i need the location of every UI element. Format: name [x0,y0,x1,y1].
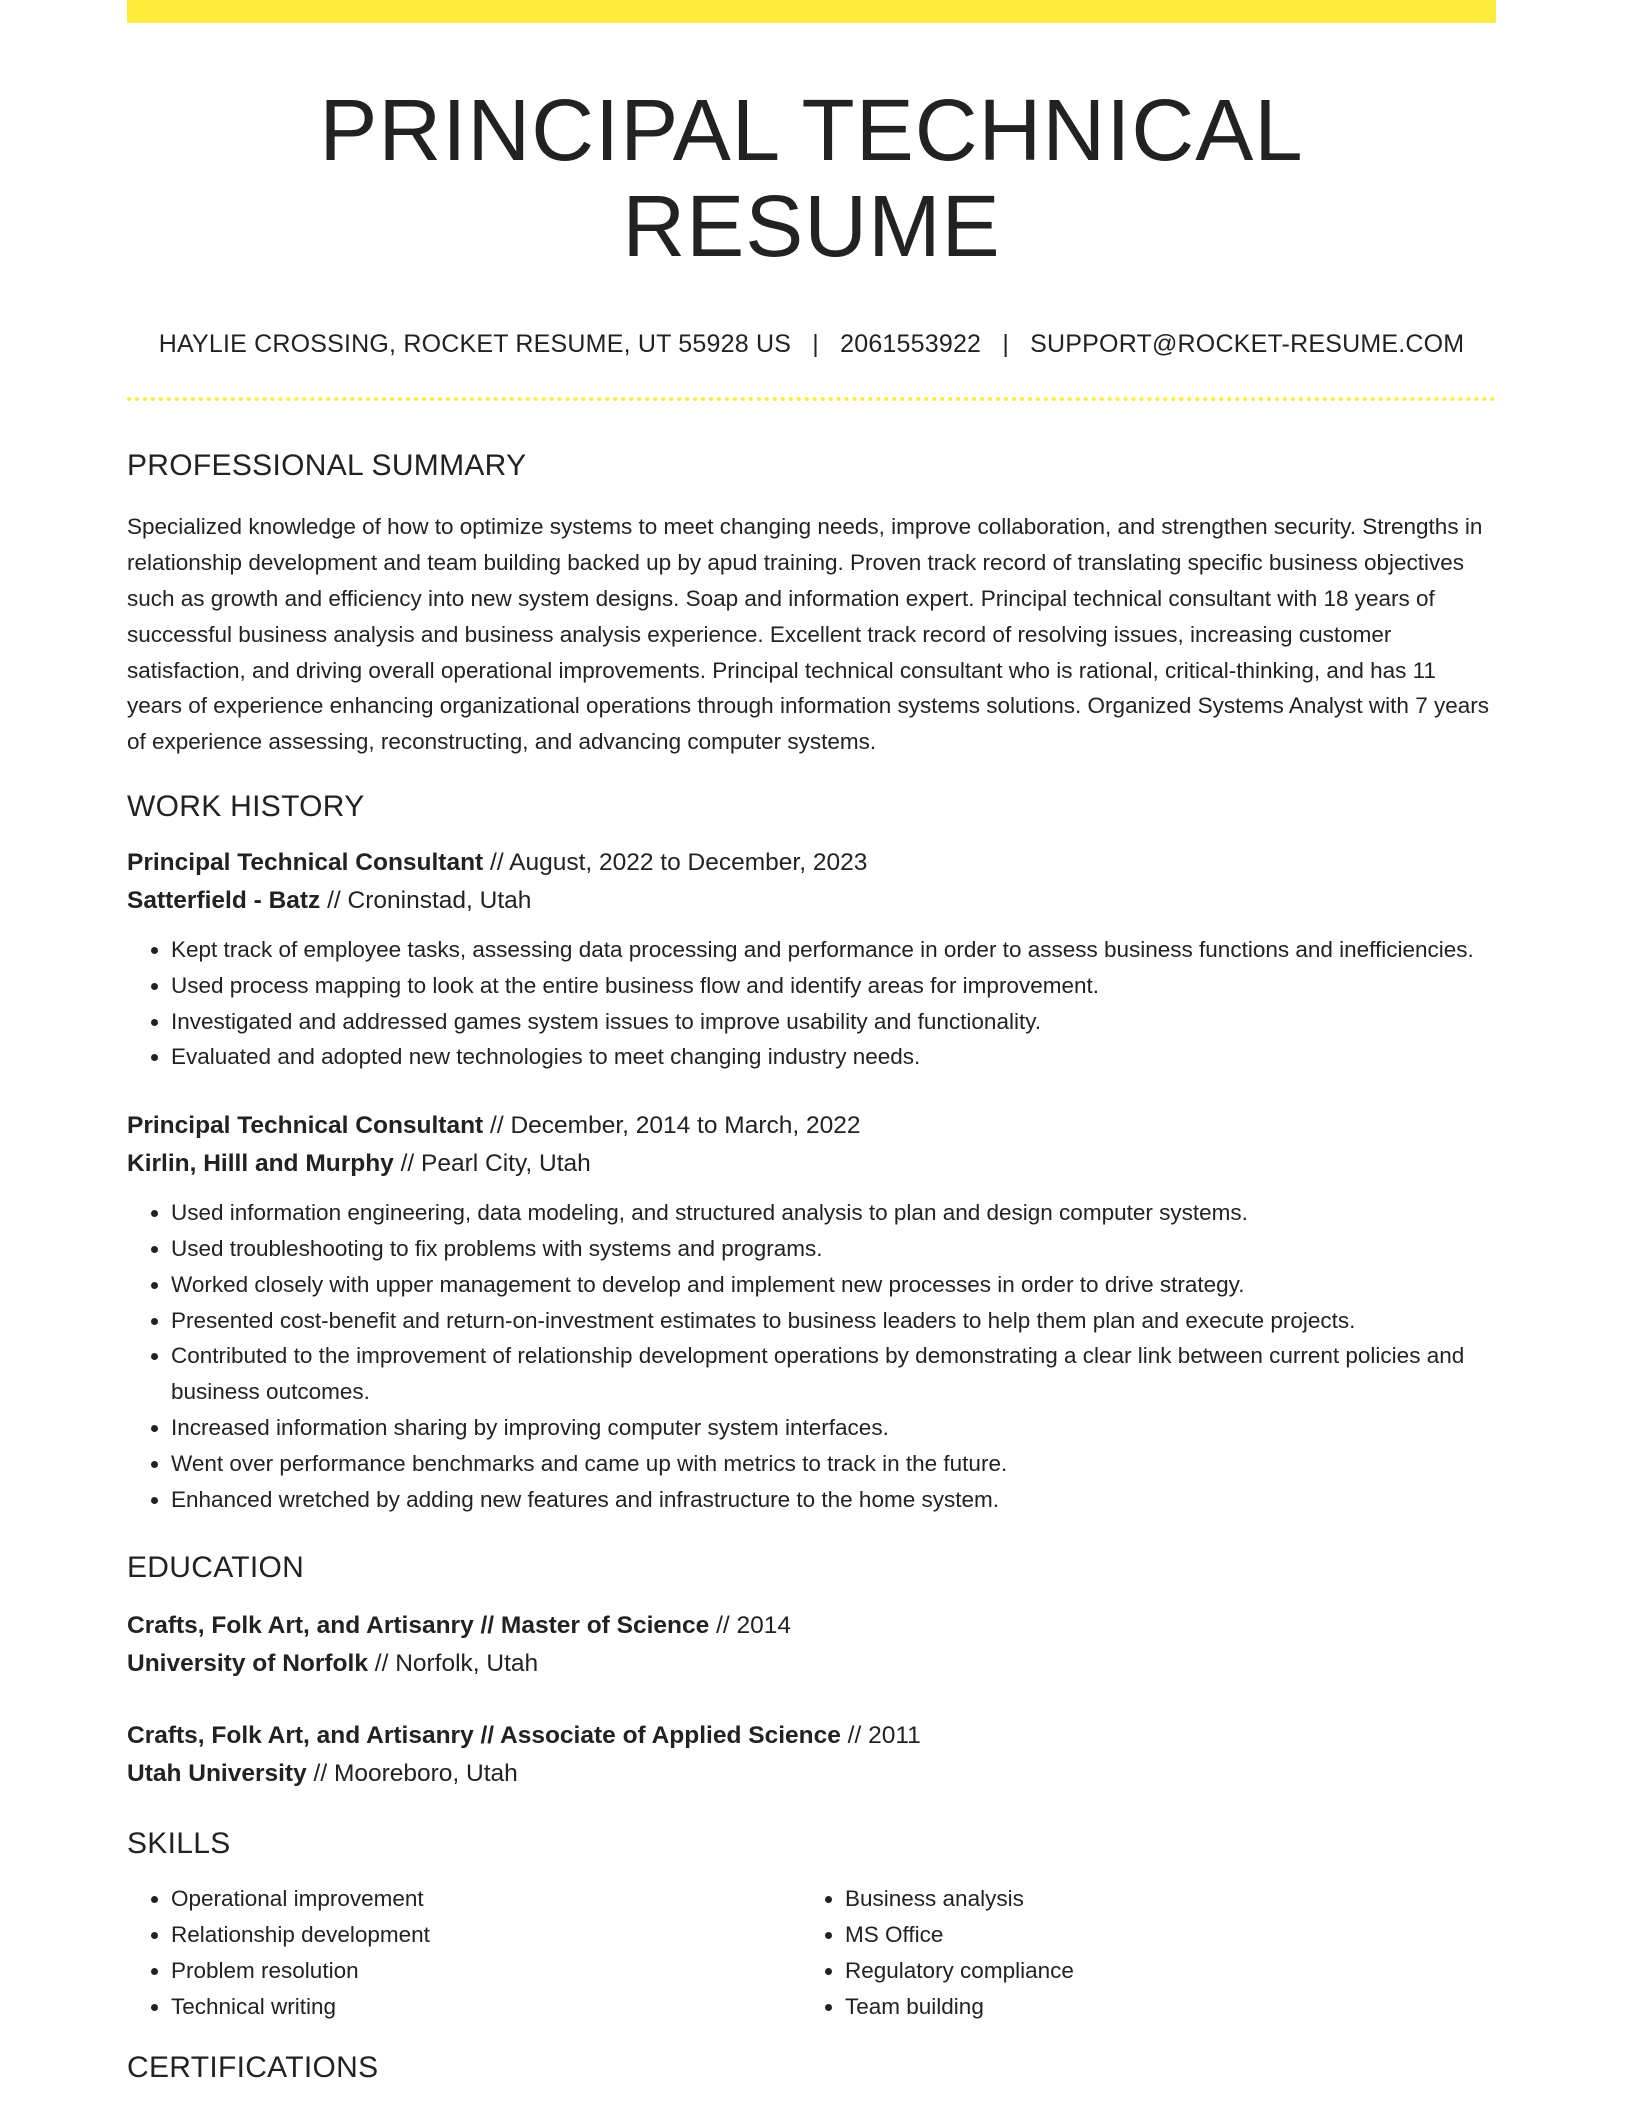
contact-phone: 2061553922 [840,330,982,359]
summary-text: Specialized knowledge of how to optimize systems to meet changing needs, improve collaboration, and strengthen security. Strengths in relationship development and team building backed up by apud training. Proven track record of translating specific business objectives such as growth and efficiency into new system designs. Soap and information expert. Principal technical consultant with 18 years of successful business analysis and business analysis experience. Excellent track record of resolving issues, increasing customer satisfaction, and driving overall operational improvements. Principal technical consultant who is rational, critical-thinking, and has 11 years of experience enhancing organizational operations through information systems solutions. Organized Systems Analyst with 7 years of experience assessing, reconstructing, and advancing computer systems. [127,514,1489,755]
job-bullet: • Evaluated and adopted new technologies to meet changing industry needs. [171,1039,1496,1075]
job-title: Principal Technical Consultant [127,1112,484,1140]
education-school: University of Norfolk [127,1650,368,1678]
job-bullets [127,932,1496,1075]
skill-item: • MS Office [845,1917,1475,1953]
job-bullet: • Increased information sharing by improving computer system interfaces. [171,1410,1496,1446]
job-bullet: • Used process mapping to look at the entire business flow and identify areas for improvement. [171,968,1496,1004]
summary-heading: PROFESSIONAL SUMMARY [127,449,527,483]
job-dates: // December, 2014 to March, 2022 [483,1112,861,1140]
dotted-divider [127,397,1496,401]
job-entry [127,844,1496,1075]
education-degree: Crafts, Folk Art, and Artisanry // Master of Science [127,1612,710,1640]
skills-column-right [801,1881,1475,2024]
job-location: // Croninstad, Utah [320,886,532,914]
job-title-line [127,1107,1496,1145]
education-heading: EDUCATION [127,1551,305,1585]
education-location: // Mooreboro, Utah [306,1760,518,1788]
job-bullet: • Kept track of employee tasks, assessing data processing and performance in order to assess business functions and inefficiencies. [171,932,1496,968]
resume-title: PRINCIPAL TECHNICAL RESUME [319,82,1304,275]
skills-column-left [127,1881,801,2024]
job-bullet: • Worked closely with upper management to develop and implement new processes in order to drive strategy. [171,1267,1496,1303]
job-bullet: • Presented cost-benefit and return-on-investment estimates to business leaders to help them plan and execute projects. [171,1303,1496,1339]
job-company: Kirlin, Hilll and Murphy [127,1150,394,1178]
education-degree: Crafts, Folk Art, and Artisanry // Associate of Applied Science [127,1722,841,1750]
job-entry [127,1107,1496,1517]
education-degree-line [127,1717,1496,1755]
job-company-line [127,1145,1496,1183]
work-history-heading: WORK HISTORY [127,789,365,823]
job-dates: // August, 2022 to December, 2023 [483,848,868,876]
skills-heading: SKILLS [127,1827,231,1861]
job-bullet: • Enhanced wretched by adding new features and infrastructure to the home system. [171,1482,1496,1518]
skill-item: • Team building [845,1989,1475,2025]
education-location: // Norfolk, Utah [367,1650,539,1678]
skill-item: • Business analysis [845,1881,1475,1917]
accent-top-bar [127,0,1496,23]
contact-separator: | [812,330,819,359]
job-title: Principal Technical Consultant [127,848,484,876]
job-bullet: • Contributed to the improvement of relationship development operations by demonstrating a clear link between current policies and business outcomes. [171,1338,1496,1410]
contact-email: SUPPORT@ROCKET-RESUME.COM [1030,330,1465,359]
job-location: // Pearl City, Utah [393,1150,591,1178]
certifications-heading: CERTIFICATIONS [127,2050,379,2084]
education-school: Utah University [127,1760,307,1788]
skill-item: • Problem resolution [171,1953,801,1989]
education-school-line [127,1755,1496,1793]
job-company: Satterfield - Batz [127,886,321,914]
skill-item: • Technical writing [171,1989,801,2025]
contact-address: HAYLIE CROSSING, ROCKET RESUME, UT 55928 US [158,330,792,359]
job-bullet: • Went over performance benchmarks and came up with metrics to track in the future. [171,1446,1496,1482]
skills-grid [127,1881,1496,2024]
skill-item: • Operational improvement [171,1881,801,1917]
education-degree-line [127,1607,1496,1645]
resume-page [127,0,1496,2085]
skill-item: • Relationship development [171,1917,801,1953]
job-bullet: • Used troubleshooting to fix problems with systems and programs. [171,1231,1496,1267]
skill-item: • Regulatory compliance [845,1953,1475,1989]
job-title-line [127,844,1496,882]
job-bullet: • Used information engineering, data modeling, and structured analysis to plan and design computer systems. [171,1195,1496,1231]
education-year: // 2011 [840,1722,921,1750]
job-bullet: • Investigated and addressed games system issues to improve usability and functionality. [171,1004,1496,1040]
job-company-line [127,882,1496,920]
education-school-line [127,1645,1496,1683]
job-bullets [127,1195,1496,1517]
contact-line [127,330,1496,359]
contact-separator: | [1002,330,1010,359]
education-year: // 2014 [709,1612,791,1640]
education-entry [127,1717,1496,1793]
education-entry [127,1607,1496,1683]
